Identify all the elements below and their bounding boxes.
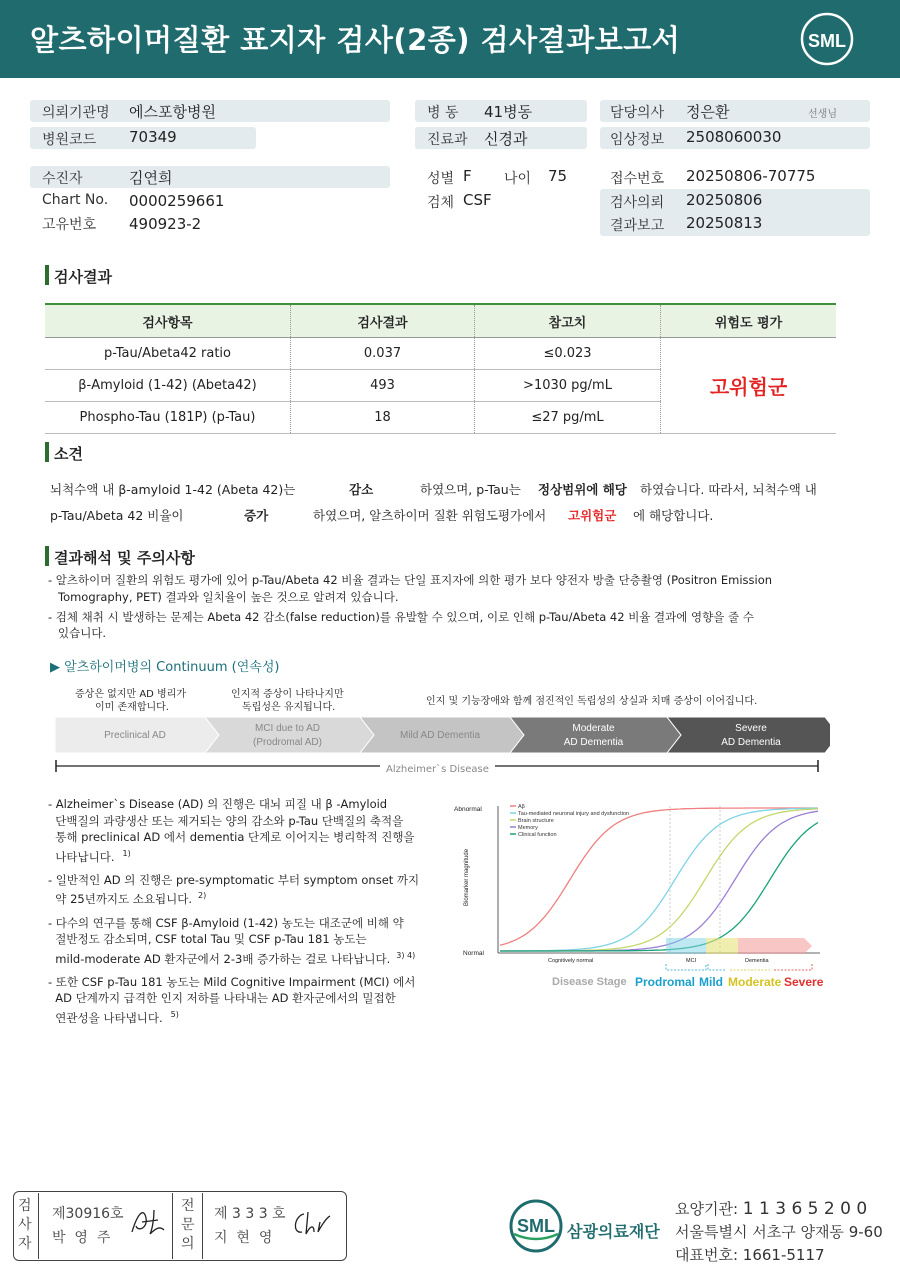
stage-label-moderate: Moderate (728, 975, 782, 989)
note-line: 통해 preclinical AD 에서 dementia 단계로 이어지는 병리학적 진행을 (48, 830, 415, 844)
examiner-license: 제30916호 (52, 1206, 124, 1222)
note-line (48, 888, 428, 907)
table-header-row (45, 304, 836, 338)
ward-label: 병 동 (427, 105, 459, 121)
continuum-stage (360, 717, 524, 753)
interpretation-note: - 알츠하이머 질환의 위험도 평가에 있어 p-Tau/Abeta 42 비율 결과는 단일 표지자에 의한 평가 보다 양전자 방출 단층촬영 (Positron Emission (48, 573, 773, 587)
note-text: mild-moderate AD 환자군에서 2-3배 증가하는 걸로 나타납니다. (48, 951, 391, 966)
y-top-label: Abnormal (454, 806, 482, 813)
opinion-section-title: 소견 (54, 445, 83, 463)
doctor-value: 정은환 (686, 103, 730, 121)
chart-label: Chart No. (42, 192, 109, 208)
note-line: - 또한 CSF p-Tau 181 농도는 Mild Cognitive Impairment (MCI) 에서 (48, 974, 416, 989)
note-line: - 일반적인 AD 의 진행은 pre-symptomatic 부터 symptom onset 까지 (48, 872, 420, 887)
stage-name: Mild AD Dementia (399, 730, 481, 741)
examiner-signature (128, 1206, 168, 1238)
stage-name: Severe (735, 723, 767, 734)
note-line: - Alzheimer`s Disease (AD) 의 진행은 대뇌 피질 내 β -Amyloid (48, 797, 388, 811)
stage-name: MCI due to AD (254, 723, 321, 734)
specimen-label: 검체 (427, 195, 455, 211)
note-item (48, 974, 428, 1026)
stage-label-severe: Severe (784, 975, 824, 989)
sex-value: F (463, 167, 472, 185)
note-ref: 3) 4) (396, 950, 416, 960)
address: 서울특별시 서초구 양재동 9-60 (675, 1223, 883, 1241)
test-item: β-Amyloid (1-42) (Abeta42) (45, 370, 291, 402)
chart-value: 0000259661 (129, 192, 225, 210)
hospital-code-label: 병원코드 (42, 132, 97, 148)
phone-number: 1661-5117 (742, 1246, 825, 1264)
mci-band (666, 938, 706, 954)
y-axis-label: Biomarker magnitude (464, 848, 470, 906)
stage-note: 인지적 증상이 나타나지만 (231, 689, 344, 700)
legend-entry: Tau-mediated neuronal injury and dysfunction (518, 811, 629, 817)
opinion-section-bar (45, 442, 49, 462)
note-line: 단백질의 과량생산 또는 제거되는 양의 감소와 p-Tau 단백질의 축적을 (48, 813, 404, 828)
note-line (48, 948, 428, 967)
results-section-title: 검사결과 (54, 268, 112, 286)
table-header: 참고치 (475, 304, 661, 338)
opinion-text: 하였습니다. 따라서, 뇌척수액 내 (640, 482, 817, 497)
continuum-arrow (55, 715, 830, 755)
note-text: 약 25년까지도 소요됩니다. (48, 892, 192, 907)
opinion-risk: 고위험군 (568, 508, 617, 523)
biomarker-curve (500, 808, 818, 945)
test-item: p-Tau/Abeta42 ratio (45, 338, 291, 370)
sml-logo (800, 12, 854, 66)
biomarker-curve (500, 823, 818, 952)
patient-value: 김연희 (129, 169, 173, 187)
opinion-text: 하였으며, p-Tau는 (420, 482, 521, 497)
legend-entry: Brain structure (518, 818, 554, 824)
specialist-signature (290, 1208, 334, 1240)
age-value: 75 (548, 167, 568, 185)
report-value: 20250813 (686, 214, 763, 232)
test-result: 493 (291, 370, 475, 402)
note-line: 절반정도 감소되며, CSF total Tau 및 CSF p-Tau 181 농도는 (48, 932, 367, 947)
stage-name: Moderate (572, 723, 615, 734)
doctor-label: 담당의사 (610, 105, 665, 121)
test-result: 18 (291, 402, 475, 434)
disease-label: Alzheimer`s Disease (380, 764, 495, 775)
opinion-text: 뇌척수액 내 β-amyloid 1-42 (Abeta 42)는 (50, 482, 296, 497)
note-ref: 1) (122, 848, 131, 858)
request-value: 20250806 (686, 191, 763, 209)
risk-cell (661, 338, 837, 434)
note-ref: 2) (198, 891, 207, 901)
divider (172, 1193, 173, 1259)
stage-note: 독립성은 유지됩니다. (242, 702, 336, 713)
table-header: 위험도 평가 (661, 304, 837, 338)
interpretation-section-bar (45, 546, 49, 566)
stage-label-prodromal: Prodromal (635, 975, 696, 989)
interpretation-note: Tomography, PET) 결과와 일치율이 높은 것으로 알려져 있습니다. (58, 590, 399, 604)
note-item (48, 915, 428, 967)
institution-label: 의뢰기관명 (42, 105, 110, 121)
clinical-value: 2508060030 (686, 128, 782, 146)
examiner-name: 박 영 주 (52, 1230, 111, 1246)
interpretation-note: 있습니다. (58, 626, 107, 640)
page-title: 알츠하이머질환 표지자 검사(2종) 검사결과보고서 (30, 23, 681, 57)
stage-subname: AD Dementia (563, 737, 624, 748)
stage-note: 인지 및 기능장애와 함께 점진적인 독립성의 상실과 치매 증상이 이어집니다. (426, 696, 758, 707)
specialist-vertical-label: 전문의 (181, 1198, 195, 1252)
note-text: 나타납니다. (48, 849, 115, 864)
sml-footer-logo (508, 1198, 564, 1254)
request-label: 검사의뢰 (610, 195, 665, 211)
legend-entry: Clinical function (518, 832, 557, 838)
stage-note: 증상은 없지만 AD 병리가 (75, 689, 187, 700)
opinion-text: p-Tau/Abeta 42 비율이 (50, 508, 184, 523)
svg-text:SML: SML (517, 1216, 555, 1236)
note-line (48, 1007, 428, 1026)
report-label: 결과보고 (610, 218, 665, 234)
continuum-stage (55, 717, 219, 753)
phone-label: 대표번호: (675, 1246, 739, 1264)
doctor-suffix: 선생님 (808, 109, 837, 120)
opinion-text: 하였으며, 알츠하이머 질환 위험도평가에서 (313, 508, 547, 523)
note-item (48, 872, 428, 908)
table-header: 검사결과 (291, 304, 475, 338)
specialist-name: 지 현 영 (214, 1230, 273, 1246)
note-line (48, 846, 428, 865)
reference-value: ≤27 pg/mL (475, 402, 661, 434)
test-result: 0.037 (291, 338, 475, 370)
stage-name: Preclinical AD (104, 730, 166, 741)
opinion-highlight: 정상범위에 해당 (538, 482, 627, 497)
opinion-highlight: 감소 (349, 482, 374, 497)
examiner-vertical-label: 검사자 (18, 1198, 32, 1252)
sex-label: 성별 (427, 171, 455, 187)
x-label-cn: Cognitively normal (548, 958, 594, 964)
care-institution (675, 1198, 867, 1219)
care-label: 요양기관: (675, 1200, 739, 1218)
continuum-stage (667, 717, 830, 753)
note-text: 연관성을 나타냅니다. (48, 1010, 163, 1025)
opinion-highlight: 증가 (244, 508, 269, 523)
continuum-title: ▶ 알츠하이머병의 Continuum (연속성) (50, 660, 280, 675)
care-number: 1 1 3 6 5 2 0 0 (742, 1199, 868, 1219)
clinical-label: 임상정보 (610, 132, 665, 148)
stage-subname: AD Dementia (721, 737, 781, 748)
opinion-text: 에 해당합니다. (633, 508, 714, 523)
note-ref: 5) (170, 1009, 179, 1019)
receipt-label: 접수번호 (610, 171, 665, 187)
unique-label: 고유번호 (42, 217, 97, 233)
table-row (45, 338, 836, 370)
specialist-license: 제 3 3 3 호 (214, 1206, 286, 1222)
biomarker-graph (440, 798, 840, 998)
x-label-mci: MCI (686, 958, 697, 964)
stage-label-mild: Mild (699, 975, 723, 989)
reference-value: ≤0.023 (475, 338, 661, 370)
results-table (45, 303, 836, 434)
table-header: 검사항목 (45, 304, 291, 338)
stage-subname: (Prodromal AD) (253, 737, 322, 748)
reference-value: >1030 pg/mL (475, 370, 661, 402)
phone (675, 1244, 825, 1265)
risk-assessment: 고위험군 (709, 375, 788, 399)
continuum-stage (205, 717, 374, 753)
age-label: 나이 (504, 171, 532, 187)
unique-value: 490923-2 (129, 215, 202, 233)
x-label-dementia: Dementia (745, 958, 769, 964)
continuum-stage (510, 717, 681, 753)
hospital-code-value: 70349 (129, 128, 177, 146)
stage-note: 이미 존재합니다. (95, 702, 169, 713)
graph-legend (510, 804, 629, 838)
interpretation-note: - 검체 채취 시 발생하는 문제는 Abeta 42 감소(false reduction)를 유발할 수 있으며, 이로 인해 p-Tau/Abeta 42 비율 결과에 영향을 줄 수 (48, 610, 754, 624)
legend-entry: Memory (518, 825, 538, 831)
biomarker-curves (500, 808, 818, 951)
notes-list (48, 796, 428, 1026)
receipt-value: 20250806-70775 (686, 167, 816, 185)
mild-band (706, 938, 738, 954)
institution-value: 에스포항병원 (129, 103, 216, 121)
patient-row (30, 166, 390, 188)
divider (38, 1193, 39, 1259)
test-item: Phospho-Tau (181P) (p-Tau) (45, 402, 291, 434)
divider (202, 1193, 203, 1259)
dementia-band (738, 938, 804, 954)
note-item (48, 796, 428, 865)
org-name: 삼광의료재단 (567, 1222, 660, 1241)
note-line: AD 단계까지 급격한 인지 저하를 나타내는 AD 환자군에서의 밀접한 (48, 991, 396, 1006)
ward-value: 41병동 (484, 103, 533, 121)
note-line: - 다수의 연구를 통해 CSF β-Amyloid (1-42) 농도는 대조군에 비해 약 (48, 915, 404, 930)
interpretation-section-title: 결과해석 및 주의사항 (54, 549, 195, 567)
svg-text:SML: SML (808, 31, 846, 51)
dept-value: 신경과 (484, 130, 528, 148)
dept-label: 진료과 (427, 132, 468, 148)
results-section-bar (45, 265, 49, 285)
patient-label: 수진자 (42, 171, 83, 187)
specimen-value: CSF (463, 191, 492, 209)
legend-entry: Aβ (518, 804, 525, 810)
y-bottom-label: Normal (463, 950, 484, 957)
stage-label-disease: Disease Stage (552, 976, 627, 988)
